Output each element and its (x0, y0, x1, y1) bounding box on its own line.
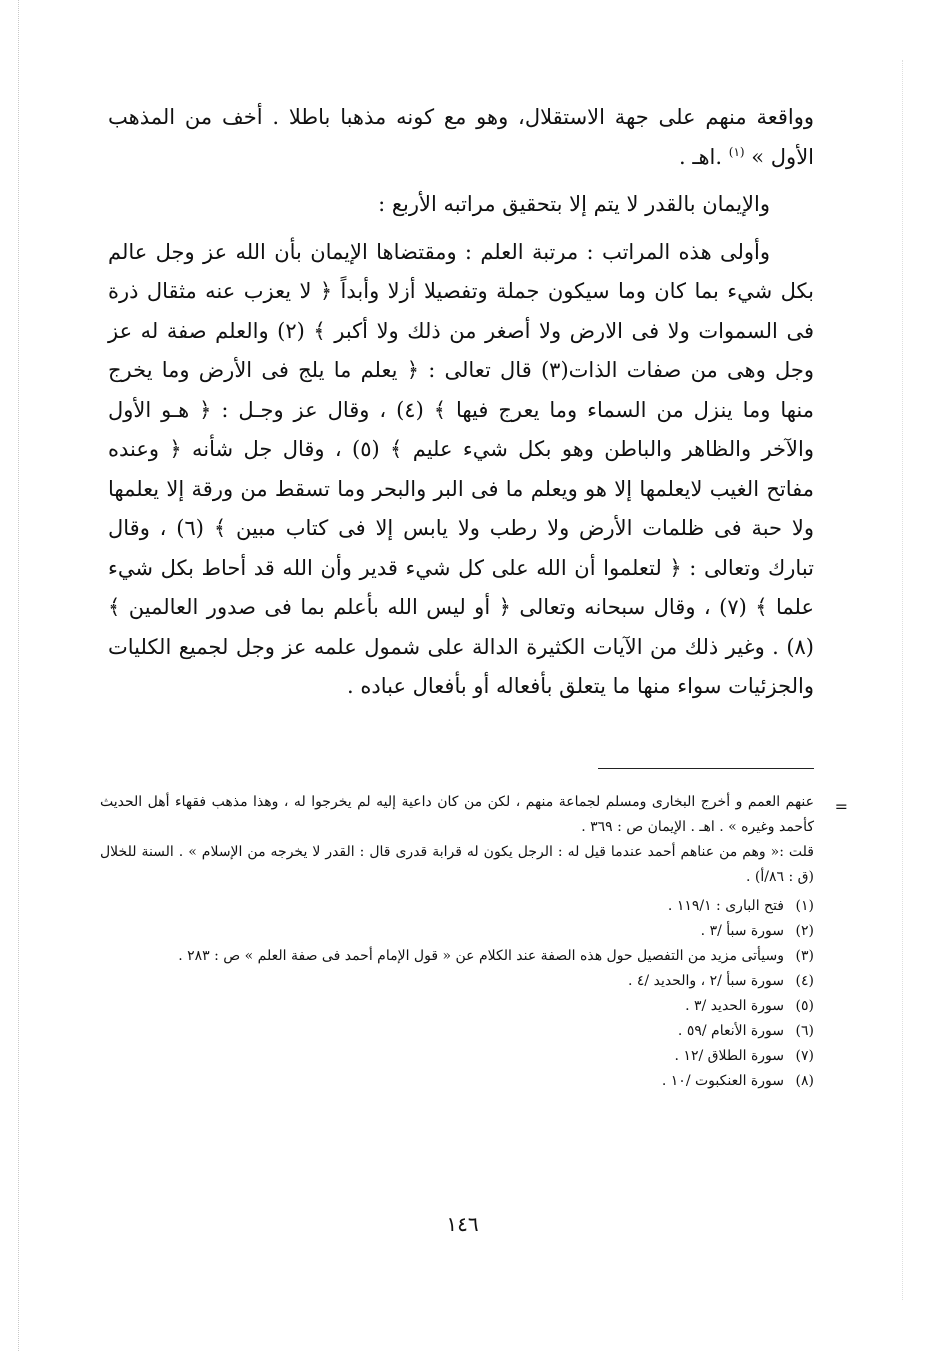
footnote-separator (598, 768, 814, 769)
footnote-ref: (١) (728, 144, 745, 159)
paragraph-1-rest: الأول » (751, 144, 814, 169)
continued-footnote (100, 790, 848, 890)
continuation-mark: = (834, 797, 848, 816)
paragraph-3: وأولى هذه المراتب : مرتبة العلم : ومقتضاها الإيمان بأن الله عز وجل عالم بكل شيء بما كان وما سيكون جملة وتفصيلا أزلا وأبداً ﴿ لا يعزب عنه مثقال ذرة فى السموات ولا فى الارض ولا أصغر من ذلك ولا أكبر ﴾ (٢) والعلم صفة له عز وجل وهى من صفات الذات(٣) قال تعالى : ﴿ يعلم ما يلج فى الأرض وما يخرج منها وما ينزل من السماء وما يعرج فيها ﴾ (٤) ، وقال عز وجـل : ﴿ هـو الأول والآخر والظاهر والباطن وهو بكل شيء عليم ﴾ (٥) ، وقال جل شأنه ﴿ وعنده مفاتح الغيب لايعلمها إلا هو ويعلم ما فى البر والبحر وما تسقط من ورقة إلا يعلمها ولا حبة فى ظلمات الأرض ولا رطب ولا يابس إلا فى كتاب مبين ﴾ (٦) ، وقال تبارك وتعالى : ﴿ لتعلموا أن الله على كل شيء قدير وأن الله قد أحاط بكل شيء علما ﴾ (٧) ، وقال سبحانه وتعالى ﴿ أو ليس الله بأعلم بما فى صدور العالمين ﴾ (٨) . وغير ذلك من الآيات الكثيرة الدالة على شمول علمه عز وجل لجميع الكليات والجزئيات سواء منها ما يتعلق بأفعاله أو بأفعال عباده . (108, 239, 814, 698)
footnote-3 (100, 944, 814, 969)
paragraph-2: والإيمان بالقدر لا يتم إلا بتحقيق مراتبه الأربع : (378, 192, 770, 216)
footnote-6 (100, 1019, 814, 1044)
footnote-number: (٤) (795, 973, 814, 989)
footnote-8 (100, 1069, 814, 1094)
scan-edge-line-right (902, 60, 904, 1300)
footnotes-section (100, 790, 848, 1094)
paragraph-1-tail: .اهـ . (678, 144, 723, 169)
footnote-number: (٨) (795, 1073, 814, 1089)
scan-edge-line (18, 0, 20, 1351)
footnote-text: سورة الطلاق /١٢ . (674, 1048, 784, 1064)
footnote-2 (100, 919, 814, 944)
footnote-number: (٢) (795, 923, 814, 939)
footnote-text: سورة الحديد /٣ . (685, 998, 784, 1014)
continued-note-line-1: عنهم العمم و أخرج البخارى ومسلم لجماعة منهم ، لكن من كان داعية إليه لم يخرجوا له ، وهذا مذهب فقهاء أهل الحديث كأحمد وغيره » . اهـ . الإيمان ص : ٣٦٩ . (100, 794, 814, 835)
footnote-text: وسيأتى مزيد من التفصيل حول هذه الصفة عند الكلام عن « قول الإمام أحمد فى صفة العلم » ص : ٢٨٣ . (178, 948, 784, 964)
footnote-number: (١) (795, 898, 814, 914)
footnote-number: (٧) (795, 1048, 814, 1064)
paragraph-1 (108, 98, 814, 177)
footnote-7 (100, 1044, 814, 1069)
page-number: ١٤٦ (446, 1212, 479, 1236)
footnote-text: فتح البارى : ١١٩/١ . (667, 898, 784, 914)
footnote-1 (100, 894, 814, 919)
continued-note-line-2: قلت :« وهم من عناهم أحمد عندما قيل له : الرجل يكون له قرابة قدرى قال : القدر لا يخرجه من الإسلام » . السنة للخلال (ق : ٨٦/أ) . (100, 844, 814, 885)
footnote-text: سورة سبأ /٢ ، والحديد /٤ . (627, 973, 784, 989)
footnote-4 (100, 969, 814, 994)
footnote-number: (٥) (795, 998, 814, 1014)
footnote-text: سورة سبأ /٣ . (700, 923, 784, 939)
paragraph-1-line: وواقعة منهم على جهة الاستقلال، وهو مع كونه مذهبا باطلا . أخف من المذهب (108, 105, 814, 129)
footnote-text: سورة الأنعام /٥٩ . (677, 1023, 784, 1039)
footnote-number: (٦) (795, 1023, 814, 1039)
main-text (108, 98, 814, 707)
footnote-5 (100, 994, 814, 1019)
footnote-number: (٣) (795, 948, 814, 964)
footnote-text: سورة العنكبوت /١٠ . (661, 1073, 784, 1089)
